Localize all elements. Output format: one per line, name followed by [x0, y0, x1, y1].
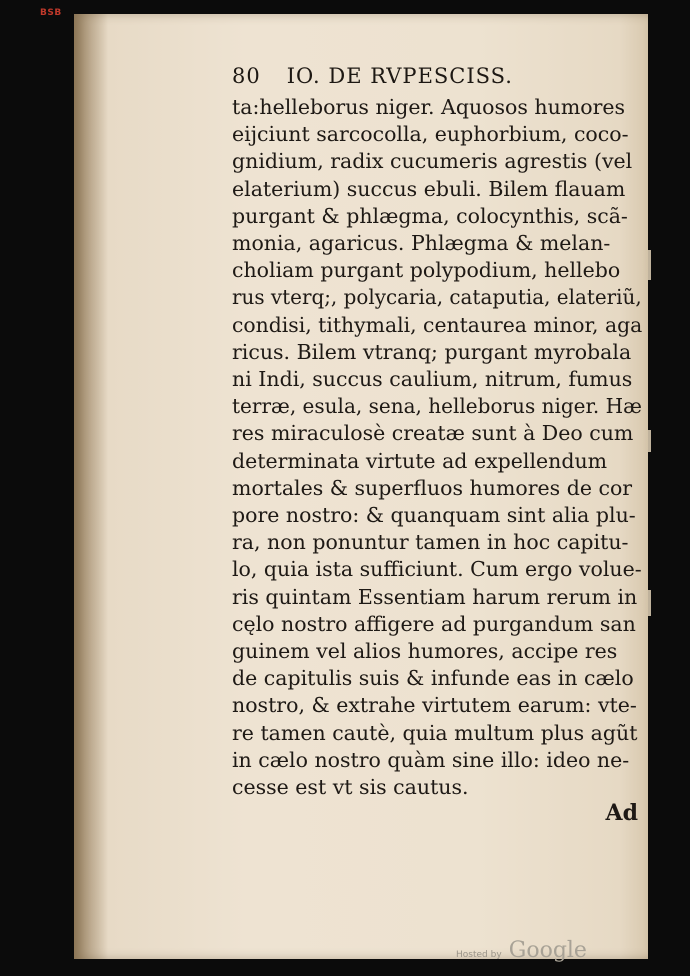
catchword: Ad	[605, 800, 638, 826]
running-title: IO. DE RVPESCISS.	[286, 64, 513, 88]
text-line: guinem vel alios humores, accipe res	[232, 639, 618, 664]
text-line: pore nostro: & quanquam sint alia plu-	[232, 503, 636, 528]
watermark-prefix: Hosted by	[456, 950, 502, 960]
text-line: cęlo nostro affigere ad purgandum san	[232, 611, 636, 636]
text-line: ris quintam Essentiam harum rerum in	[232, 584, 638, 609]
text-line: purgant & phlægma, colocynthis, scã-	[232, 203, 628, 228]
page-text	[232, 94, 642, 801]
text-line: gnidium, radix cucumeris agrestis (vel	[232, 149, 633, 174]
text-line: in cælo nostro quàm sine illo: ideo ne-	[232, 747, 630, 772]
text-line: ricus. Bilem vtranq; purgant myrobala	[232, 339, 632, 364]
watermark-brand: Google	[508, 938, 587, 963]
text-line: ra, non ponuntur tamen in hoc capitu-	[232, 530, 629, 555]
text-line: cesse est vt sis cautus.	[232, 775, 469, 800]
page-gutter-shadow	[74, 14, 108, 959]
page-edge-mark	[648, 430, 651, 452]
library-stamp: BSB	[40, 8, 62, 18]
text-line: determinata virtute ad expellendum	[232, 448, 608, 473]
text-line: lo, quia ista sufficiunt. Cum ergo volue-	[232, 557, 642, 582]
text-line: nostro, & extrahe virtutem earum: vte-	[232, 693, 637, 718]
text-line: terræ, esula, sena, helleborus niger. Hæ	[232, 394, 642, 419]
text-line: ni Indi, succus caulium, nitrum, fumus	[232, 367, 633, 392]
running-header	[232, 64, 513, 88]
page-number: 80	[232, 64, 261, 88]
text-line: ta:helleborus niger. Aquosos humores	[232, 95, 626, 119]
text-line: elaterium) succus ebuli. Bilem flauam	[232, 176, 626, 201]
page-edge-mark	[648, 590, 651, 616]
hosted-by-watermark	[456, 938, 587, 963]
text-line: monia, agaricus. Phlægma & melan-	[232, 231, 611, 256]
page-edge-mark	[648, 250, 651, 280]
text-line: eijciunt sarcocolla, euphorbium, coco-	[232, 122, 629, 147]
text-line: re tamen cautè, quia multum plus agũt	[232, 720, 638, 745]
text-line: condisi, tithymali, centaurea minor, aga	[232, 312, 643, 337]
text-line: de capitulis suis & infunde eas in cælo	[232, 666, 634, 691]
text-line: res miraculosè creatæ sunt à Deo cum	[232, 421, 634, 446]
text-line: choliam purgant polypodium, hellebo	[232, 258, 621, 283]
text-line: mortales & superfluos humores de cor	[232, 475, 633, 500]
text-line: rus vterq;, polycaria, cataputia, elateriũ,	[232, 285, 642, 310]
